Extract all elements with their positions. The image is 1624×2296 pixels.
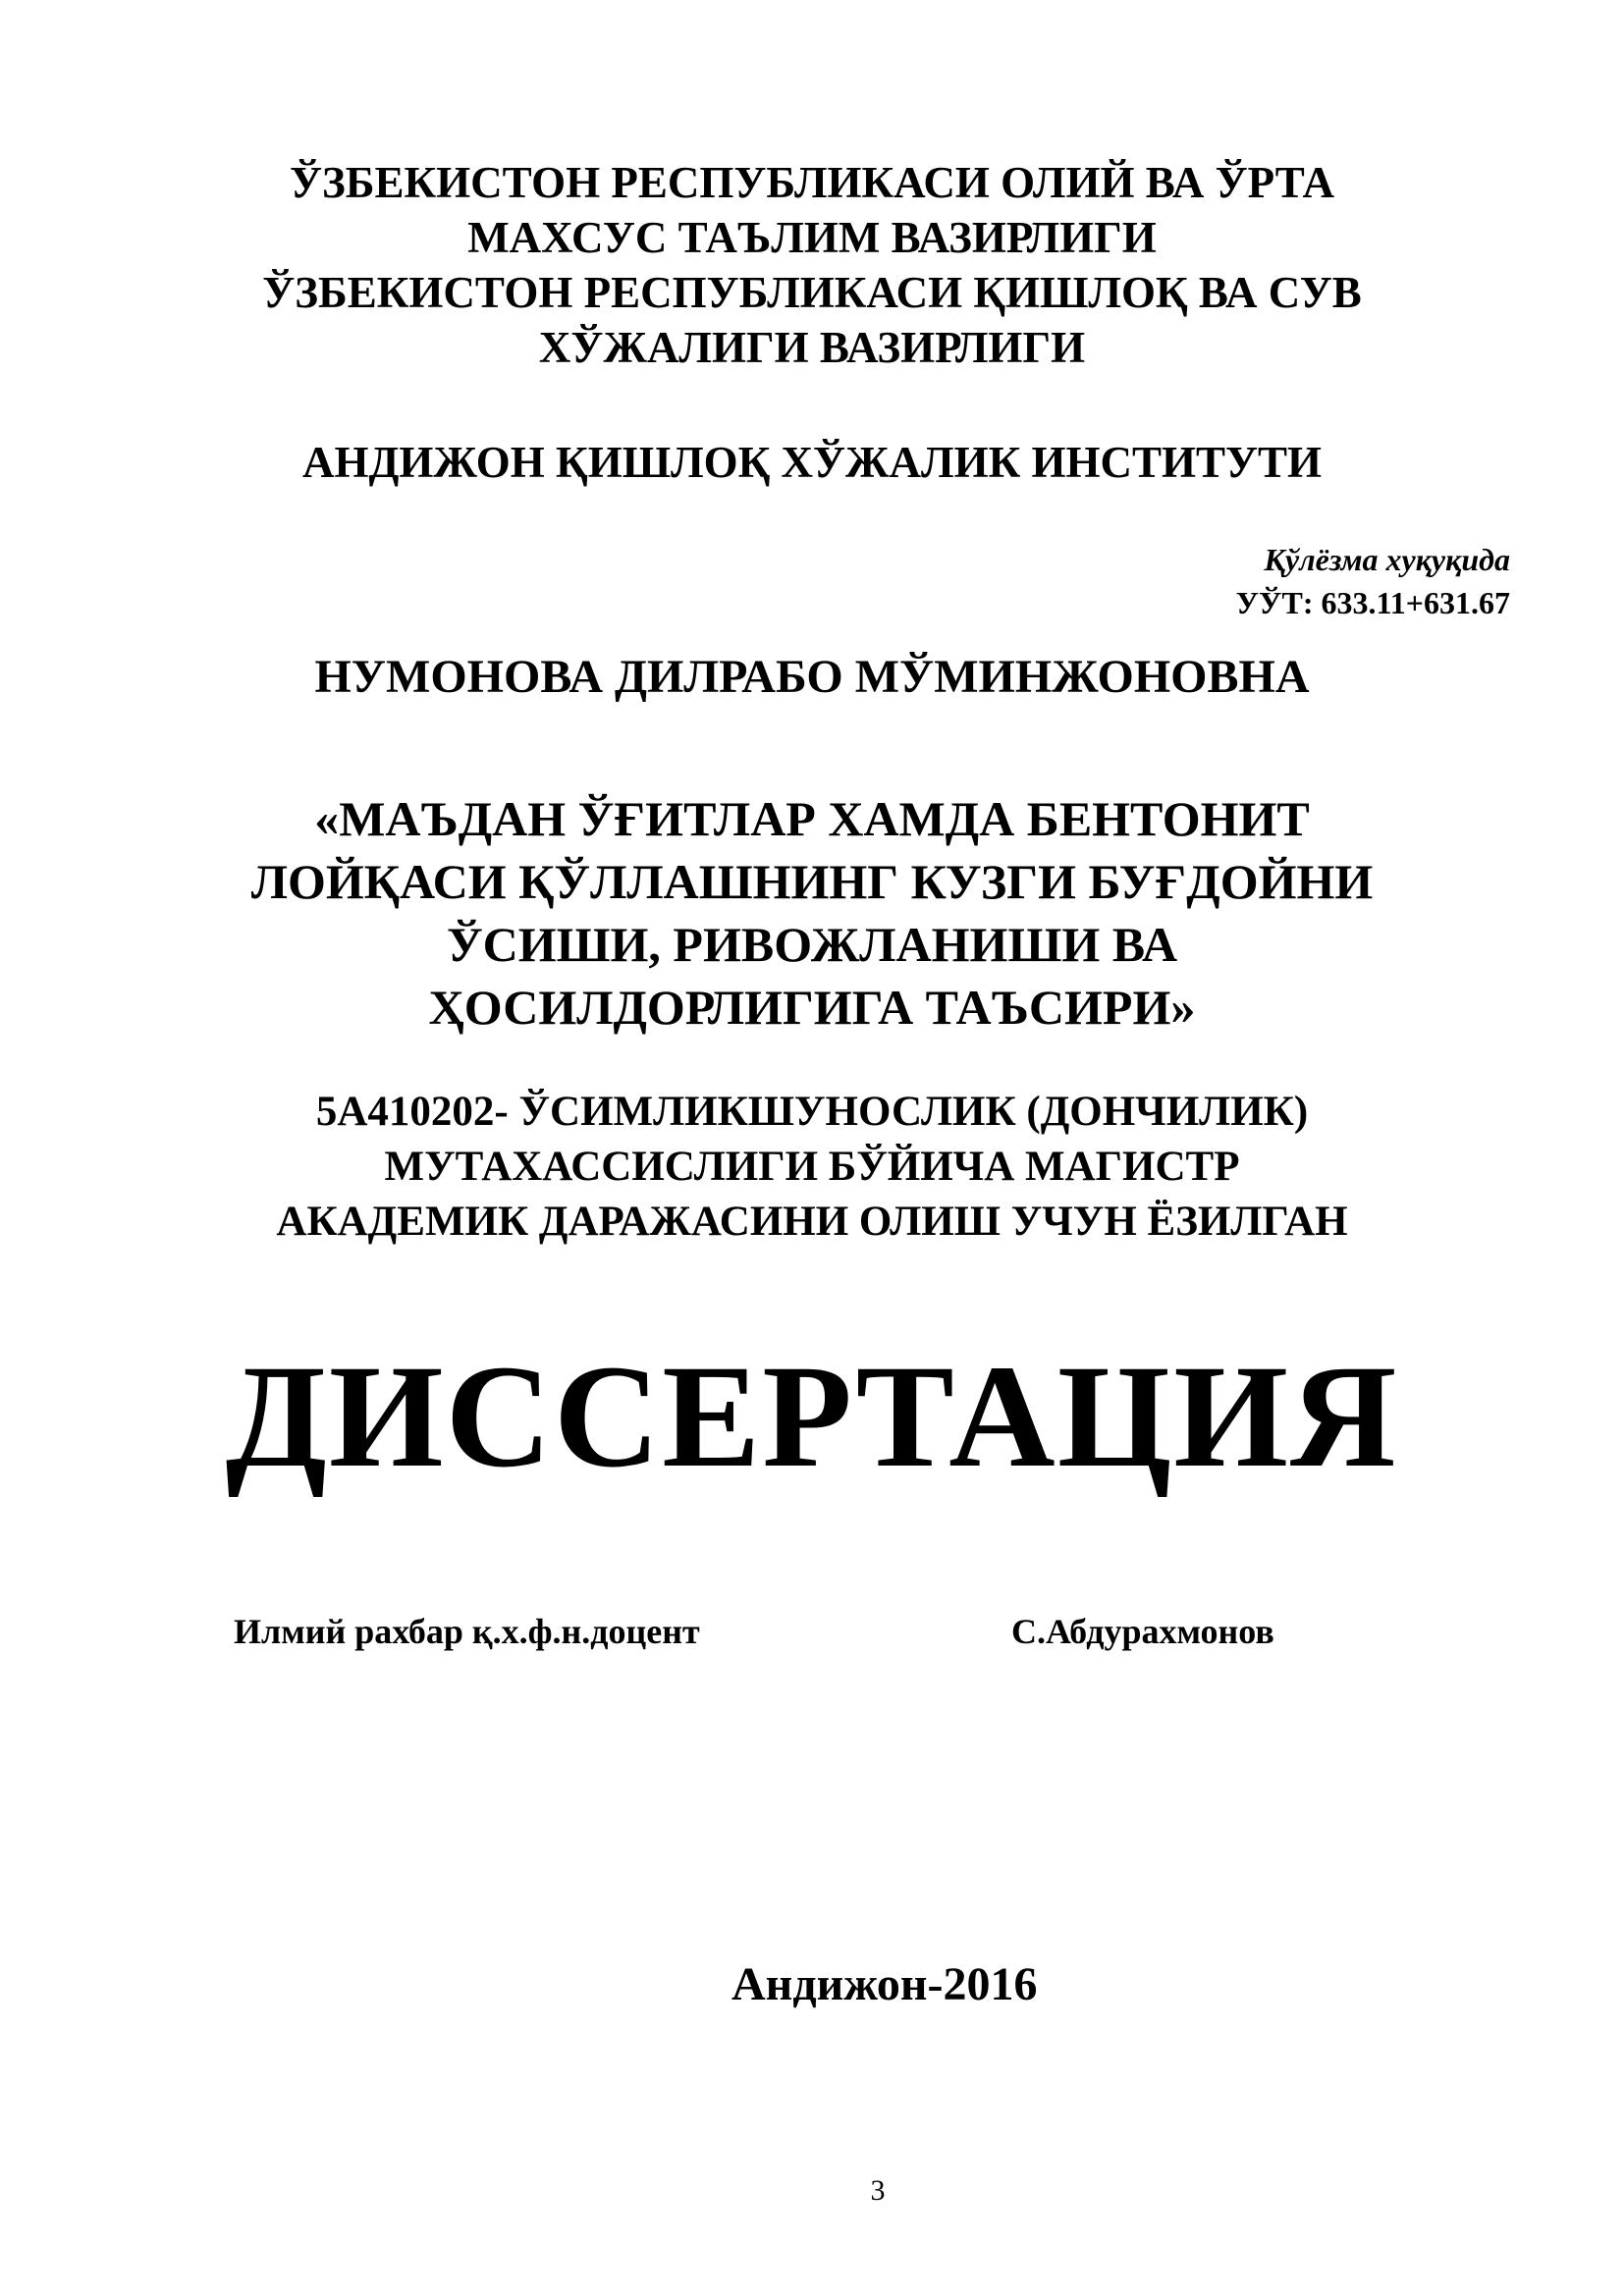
institute-name <box>128 435 1496 490</box>
ministry-line: ЎЗБЕКИСТОН РЕСПУБЛИКАСИ ҚИШЛОҚ ВА СУВ <box>262 268 1362 317</box>
udc-code: УЎТ: 633.11+631.67 <box>1235 585 1510 620</box>
institute-name-text: АНДИЖОН ҚИШЛОҚ ХЎЖАЛИК ИНСТИТУТИ <box>301 438 1323 487</box>
supervisor-label: Илмий рахбар қ.х.ф.н.доцент <box>234 1612 700 1651</box>
ministry-header <box>128 155 1496 375</box>
author-name-text: НУМОНОВА ДИЛРАБО МЎМИНЖОНОВНА <box>314 651 1310 703</box>
thesis-title-line: «МАЪДАН ЎҒИТЛАР ХАМДА БЕНТОНИТ <box>314 791 1310 846</box>
document-type <box>128 1333 1496 1500</box>
page-number: 3 <box>870 2174 886 2207</box>
ministry-line: МАХСУС ТАЪЛИМ ВАЗИРЛИГИ <box>467 213 1157 262</box>
author-name <box>128 648 1496 707</box>
specialty-line: АКАДЕМИК ДАРАЖАСИНИ ОЛИШ УЧУН ЁЗИЛГАН <box>276 1199 1348 1245</box>
ministry-line: ХЎЖАЛИГИ ВАЗИРЛИГИ <box>538 323 1086 372</box>
specialty-description <box>128 1085 1496 1250</box>
supervisor-name: С.Абдурахмонов <box>1011 1612 1274 1651</box>
manuscript-rights <box>1236 538 1510 624</box>
ministry-line: ЎЗБЕКИСТОН РЕСПУБЛИКАСИ ОЛИЙ ВА ЎРТА <box>290 158 1334 207</box>
place-year: Андижон-2016 <box>731 1958 1038 2010</box>
specialty-line: МУТАХАССИСЛИГИ БЎЙИЧА МАГИСТР <box>384 1144 1240 1190</box>
thesis-title-line: ҲОСИЛДОРЛИГИГА ТАЪСИРИ» <box>428 980 1196 1035</box>
document-type-text: ДИССЕРТАЦИЯ <box>225 1335 1399 1498</box>
thesis-title-line: ЛОЙҚАСИ ҚЎЛЛАШНИНГ КУЗГИ БУҒДОЙНИ <box>250 854 1374 909</box>
manuscript-rights-label: Қўлёзма хуқуқида <box>1264 542 1510 577</box>
specialty-line: 5А410202- ЎСИМЛИКШУНОСЛИК (ДОНЧИЛИК) <box>315 1089 1309 1135</box>
thesis-title <box>128 787 1496 1039</box>
thesis-title-line: ЎСИШИ, РИВОЖЛАНИШИ ВА <box>446 917 1178 972</box>
